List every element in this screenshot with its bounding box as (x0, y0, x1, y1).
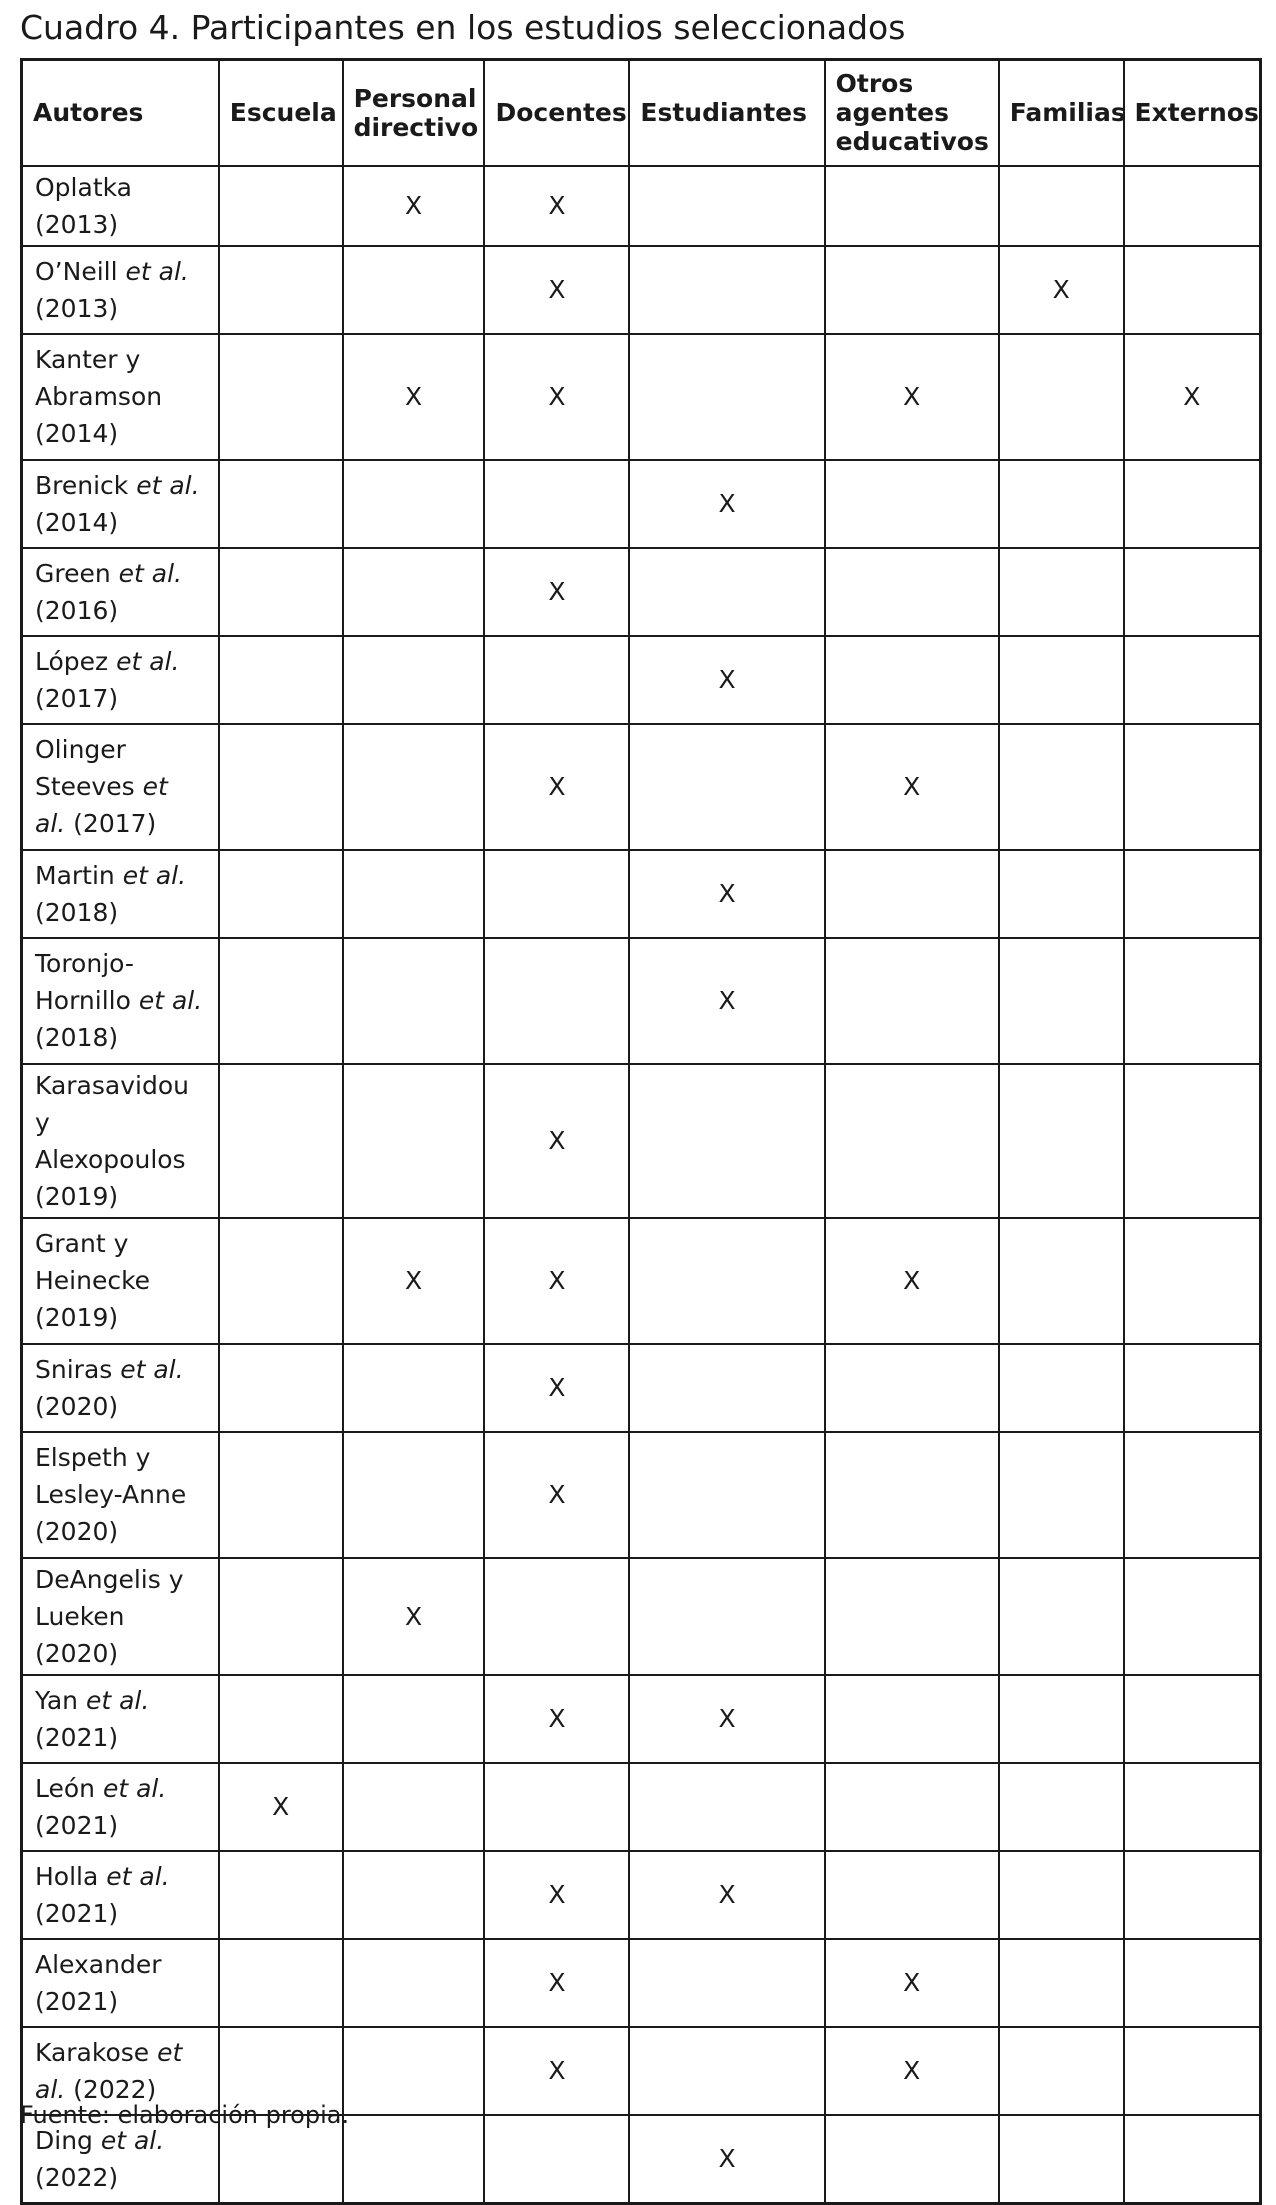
empty-cell (343, 1939, 485, 2027)
empty-cell (343, 460, 485, 548)
et-al-italic: et al. (125, 256, 189, 286)
et-al-italic: et al. (122, 860, 187, 890)
et-al-italic: et al. (138, 986, 203, 1015)
author-cell: Holla et al. (2021) (22, 1851, 219, 1939)
participation-mark: X (484, 1218, 629, 1344)
empty-cell (219, 938, 343, 1064)
empty-cell (1124, 1675, 1261, 1763)
table-caption: Cuadro 4. Participantes en los estudios seleccionados (20, 8, 906, 47)
empty-cell (825, 2115, 999, 2204)
table-row (22, 334, 1261, 460)
empty-cell (999, 166, 1124, 246)
participation-mark: X (484, 334, 629, 460)
table-row (22, 1218, 1261, 1344)
author-cell: O’Neill et al. (2013) (22, 246, 219, 334)
empty-cell (629, 334, 824, 460)
empty-cell (999, 1558, 1124, 1675)
empty-cell (999, 724, 1124, 850)
empty-cell (1124, 548, 1261, 636)
empty-cell (343, 1064, 485, 1218)
participation-mark: X (825, 724, 999, 850)
empty-cell (825, 1851, 999, 1939)
empty-cell (343, 636, 485, 724)
author-cell: Green et al. (2016) (22, 548, 219, 636)
participation-mark: X (825, 1218, 999, 1344)
et-al-italic: et al. (100, 2125, 165, 2155)
et-al-italic: et al. (120, 1354, 184, 1384)
participation-mark: X (343, 1218, 485, 1344)
table-row (22, 548, 1261, 636)
empty-cell (1124, 460, 1261, 548)
empty-cell (343, 724, 485, 850)
empty-cell (825, 1675, 999, 1763)
et-al-italic: et al. (116, 646, 180, 676)
empty-cell (1124, 1218, 1261, 1344)
empty-cell (999, 1432, 1124, 1558)
table-row (22, 1763, 1261, 1851)
column-header-estudiantes: Estudiantes (629, 60, 824, 166)
author-cell: Olinger Steeves et al. (2017) (22, 724, 219, 850)
empty-cell (629, 1763, 824, 1851)
column-header-autores: Autores (22, 60, 219, 166)
author-cell: Sniras et al. (2020) (22, 1344, 219, 1432)
empty-cell (343, 2115, 485, 2204)
empty-cell (629, 1558, 824, 1675)
author-cell: Karasavidou y Alexopoulos (2019) (22, 1064, 219, 1218)
empty-cell (219, 724, 343, 850)
empty-cell (825, 938, 999, 1064)
participation-mark: X (484, 1064, 629, 1218)
empty-cell (825, 548, 999, 636)
empty-cell (629, 2027, 824, 2115)
participation-mark: X (629, 636, 824, 724)
empty-cell (343, 1763, 485, 1851)
empty-cell (219, 1432, 343, 1558)
et-al-italic: et al. (106, 1861, 170, 1891)
empty-cell (825, 1344, 999, 1432)
empty-cell (219, 548, 343, 636)
et-al-italic: et al. (35, 772, 168, 838)
empty-cell (825, 636, 999, 724)
header-row (22, 60, 1261, 166)
participants-table (20, 58, 1262, 2205)
author-cell: León et al. (2021) (22, 1763, 219, 1851)
empty-cell (484, 460, 629, 548)
empty-cell (999, 1675, 1124, 1763)
table-row (22, 166, 1261, 246)
column-header-otros-agentes: Otros agentes educativos (825, 60, 999, 166)
participation-mark: X (484, 246, 629, 334)
empty-cell (484, 850, 629, 938)
empty-cell (629, 1939, 824, 2027)
table-row (22, 246, 1261, 334)
participation-mark: X (1124, 334, 1261, 460)
empty-cell (1124, 1432, 1261, 1558)
participation-mark: X (343, 334, 485, 460)
empty-cell (219, 166, 343, 246)
empty-cell (219, 1218, 343, 1344)
participation-mark: X (484, 1675, 629, 1763)
empty-cell (825, 460, 999, 548)
participation-mark: X (999, 246, 1124, 334)
column-header-docentes: Docentes (484, 60, 629, 166)
author-cell: Elspeth y Lesley-Anne (2020) (22, 1432, 219, 1558)
table-row (22, 938, 1261, 1064)
table-row (22, 1675, 1261, 1763)
participation-mark: X (219, 1763, 343, 1851)
table-body (22, 166, 1261, 2204)
empty-cell (999, 2027, 1124, 2115)
empty-cell (484, 636, 629, 724)
et-al-italic: et al. (35, 2037, 183, 2104)
participation-mark: X (343, 1558, 485, 1675)
empty-cell (999, 548, 1124, 636)
empty-cell (219, 1675, 343, 1763)
author-cell: Oplatka (2013) (22, 166, 219, 246)
empty-cell (1124, 938, 1261, 1064)
participation-mark: X (629, 850, 824, 938)
et-al-italic: et al. (102, 1773, 167, 1803)
empty-cell (629, 724, 824, 850)
participation-mark: X (825, 1939, 999, 2027)
participation-mark: X (484, 1344, 629, 1432)
participation-mark: X (484, 2027, 629, 2115)
empty-cell (999, 2115, 1124, 2204)
empty-cell (825, 166, 999, 246)
empty-cell (343, 938, 485, 1064)
table-row (22, 1344, 1261, 1432)
author-cell: Karakose et al. (2022) (22, 2027, 219, 2115)
participation-mark: X (629, 460, 824, 548)
participation-mark: X (484, 166, 629, 246)
empty-cell (1124, 850, 1261, 938)
empty-cell (999, 1344, 1124, 1432)
empty-cell (1124, 2027, 1261, 2115)
participation-mark: X (629, 938, 824, 1064)
column-header-escuela: Escuela (219, 60, 343, 166)
column-header-externos: Externos (1124, 60, 1261, 166)
empty-cell (629, 1218, 824, 1344)
empty-cell (1124, 724, 1261, 850)
participation-mark: X (484, 724, 629, 850)
participation-mark: X (825, 334, 999, 460)
author-cell: Grant y Heinecke (2019) (22, 1218, 219, 1344)
table-row (22, 850, 1261, 938)
et-al-italic: et al. (136, 470, 200, 500)
author-cell: Toronjo-Hornillo et al. (2018) (22, 938, 219, 1064)
empty-cell (999, 636, 1124, 724)
empty-cell (1124, 246, 1261, 334)
empty-cell (825, 1558, 999, 1675)
empty-cell (343, 1344, 485, 1432)
empty-cell (999, 1851, 1124, 1939)
participation-mark: X (629, 1851, 824, 1939)
author-cell: Alexander (2021) (22, 1939, 219, 2027)
empty-cell (343, 1851, 485, 1939)
participation-mark: X (484, 1851, 629, 1939)
empty-cell (343, 2027, 485, 2115)
author-cell: Kanter y Abramson (2014) (22, 334, 219, 460)
empty-cell (1124, 2115, 1261, 2204)
empty-cell (484, 2115, 629, 2204)
empty-cell (999, 460, 1124, 548)
participation-mark: X (629, 1675, 824, 1763)
empty-cell (219, 1344, 343, 1432)
empty-cell (219, 460, 343, 548)
empty-cell (219, 246, 343, 334)
et-al-italic: et al. (118, 558, 182, 588)
empty-cell (629, 1064, 824, 1218)
empty-cell (629, 1344, 824, 1432)
participation-mark: X (629, 2115, 824, 2204)
table-row (22, 1432, 1261, 1558)
participation-mark: X (484, 1432, 629, 1558)
empty-cell (343, 850, 485, 938)
participation-mark: X (484, 1939, 629, 2027)
empty-cell (999, 1064, 1124, 1218)
empty-cell (629, 1432, 824, 1558)
empty-cell (343, 246, 485, 334)
empty-cell (629, 166, 824, 246)
author-cell: DeAngelis y Lueken (2020) (22, 1558, 219, 1675)
author-cell: Martin et al. (2018) (22, 850, 219, 938)
empty-cell (1124, 166, 1261, 246)
column-header-personal-directivo: Personal directivo (343, 60, 485, 166)
empty-cell (219, 1064, 343, 1218)
empty-cell (1124, 1851, 1261, 1939)
empty-cell (1124, 1763, 1261, 1851)
participation-mark: X (343, 166, 485, 246)
table-source-note: Fuente: elaboración propia. (20, 2101, 350, 2129)
participation-mark: X (825, 2027, 999, 2115)
empty-cell (484, 1558, 629, 1675)
column-header-familias: Familias (999, 60, 1124, 166)
empty-cell (999, 1763, 1124, 1851)
empty-cell (219, 636, 343, 724)
author-cell: López et al. (2017) (22, 636, 219, 724)
empty-cell (1124, 636, 1261, 724)
empty-cell (484, 938, 629, 1064)
table-row (22, 1939, 1261, 2027)
empty-cell (1124, 1558, 1261, 1675)
empty-cell (343, 1432, 485, 1558)
empty-cell (343, 548, 485, 636)
empty-cell (343, 1675, 485, 1763)
empty-cell (999, 938, 1124, 1064)
empty-cell (999, 334, 1124, 460)
empty-cell (219, 1558, 343, 1675)
author-cell: Brenick et al. (2014) (22, 460, 219, 548)
empty-cell (629, 246, 824, 334)
empty-cell (1124, 1344, 1261, 1432)
empty-cell (629, 548, 824, 636)
empty-cell (219, 1939, 343, 2027)
empty-cell (825, 850, 999, 938)
empty-cell (825, 1763, 999, 1851)
empty-cell (825, 246, 999, 334)
empty-cell (219, 850, 343, 938)
table-row (22, 724, 1261, 850)
empty-cell (999, 850, 1124, 938)
participation-mark: X (484, 548, 629, 636)
empty-cell (484, 1763, 629, 1851)
empty-cell (999, 1939, 1124, 2027)
empty-cell (1124, 1939, 1261, 2027)
table-row (22, 1558, 1261, 1675)
empty-cell (825, 1432, 999, 1558)
table-row (22, 636, 1261, 724)
empty-cell (219, 334, 343, 460)
empty-cell (825, 1064, 999, 1218)
author-cell: Yan et al. (2021) (22, 1675, 219, 1763)
empty-cell (1124, 1064, 1261, 1218)
table-row (22, 460, 1261, 548)
table-row (22, 1064, 1261, 1218)
table-row (22, 1851, 1261, 1939)
empty-cell (219, 1851, 343, 1939)
et-al-italic: et al. (85, 1685, 150, 1715)
author-cell: Ding et al. (2022) (22, 2115, 219, 2204)
empty-cell (999, 1218, 1124, 1344)
